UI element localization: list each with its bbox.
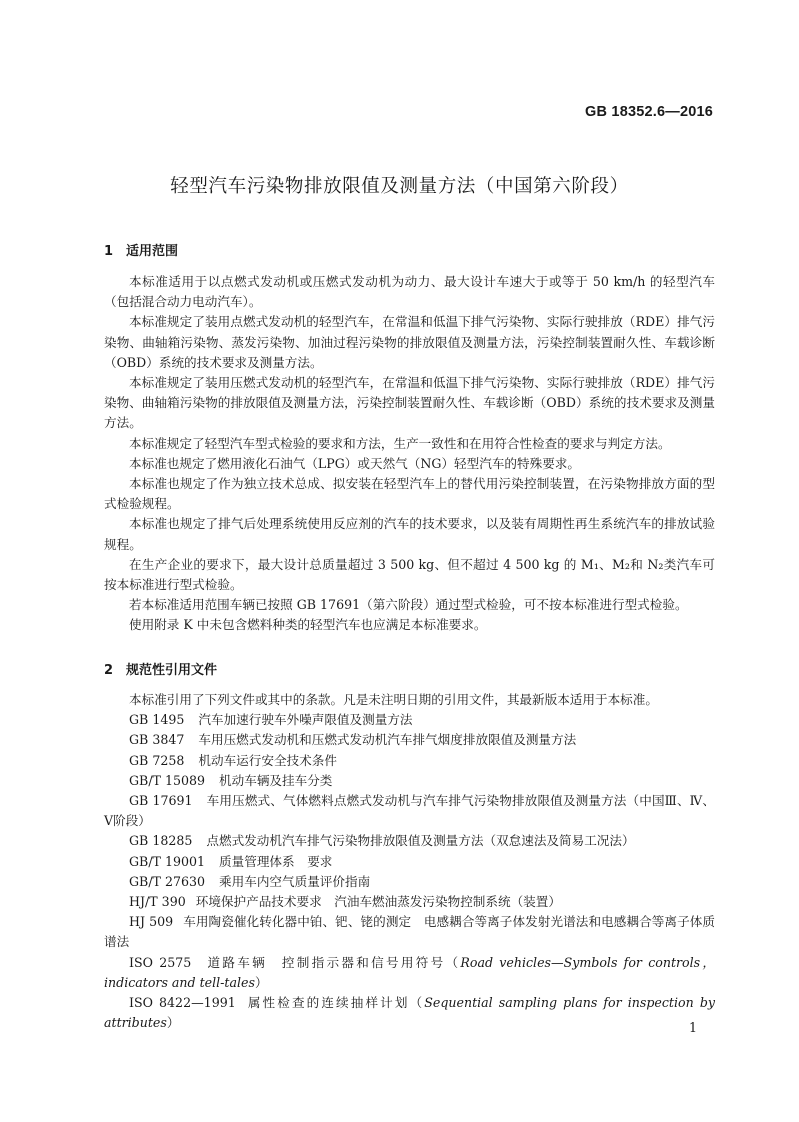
reference-title: 乘用车内空气质量评价指南	[219, 873, 371, 889]
reference-code: GB 17691	[129, 793, 193, 809]
paragraph: 本标准规定了装用点燃式发动机的轻型汽车，在常温和低温下排气污染物、实际行驶排放（RDE）排气污染物、曲轴箱污染物、蒸发污染物、加油过程污染物的排放限值及测量方法，污染控制装置耐久性、车载诊断（OBD）系统的技术要求及测量方法。	[104, 314, 715, 370]
paragraph: 本标准也规定了排气后处理系统使用反应剂的汽车的技术要求，以及装有周期性再生系统汽车的排放试验规程。	[104, 516, 715, 552]
reference-title: 车用压燃式发动机和压燃式发动机汽车排气烟度排放限值及测量方法	[198, 732, 577, 748]
reference-code: ISO 8422—1991	[129, 995, 236, 1011]
reference-code: HJ/T 390	[129, 894, 186, 910]
paragraph: 本标准也规定了燃用液化石油气（LPG）或天然气（NG）轻型汽车的特殊要求。	[129, 455, 580, 471]
reference-title: 道路车辆 控制指示器和信号用符号	[205, 954, 446, 970]
section-title: 适用范围	[126, 244, 179, 259]
reference-code: GB 7258	[129, 752, 185, 768]
reference-item	[104, 852, 715, 872]
section-number: 2	[104, 663, 114, 678]
reference-english-title: Sequential sampling plans for inspection by attributes	[104, 995, 716, 1031]
reference-item	[104, 892, 715, 912]
reference-title: 点燃式发动机汽车排气污染物排放限值及测量方法（双怠速法及简易工况法）	[206, 833, 635, 849]
paragraph: 本标准规定了轻型汽车型式检验的要求和方法，生产一致性和在用符合性检查的要求与判定方法。	[129, 435, 671, 451]
paragraph: 本标准适用于以点燃式发动机或压燃式发动机为动力、最大设计车速大于或等于 50 km/h 的轻型汽车（包括混合动力电动汽车）。	[104, 274, 715, 310]
standard-code: GB 18352.6—2016	[585, 104, 713, 120]
reference-item	[104, 730, 715, 750]
reference-english-title: Road vehicles—Symbols for controls，indicators and tell-tales	[104, 954, 716, 990]
section-number: 1	[104, 244, 114, 259]
paragraph: 本标准规定了装用压燃式发动机的轻型汽车，在常温和低温下排气污染物、实际行驶排放（RDE）排气污染物、曲轴箱污染物的排放限值及测量方法，污染控制装置耐久性、车载诊断（OBD）系统的技术要求及测量方法。	[104, 375, 715, 431]
reference-title: 汽车加速行驶车外噪声限值及测量方法	[198, 712, 413, 728]
reference-code: GB/T 15089	[129, 772, 206, 788]
document-title: 轻型汽车污染物排放限值及测量方法（中国第六阶段）	[170, 176, 629, 197]
reference-item: ISO 2575 道路车辆 控制指示器和信号用符号（Road vehicles—Symbols for controls，indicators and tell-tales）	[104, 954, 716, 990]
reference-code: GB 18285	[129, 833, 193, 849]
reference-title: 质量管理体系 要求	[219, 853, 333, 869]
reference-title: 车用陶瓷催化转化器中铂、钯、铑的测定 电感耦合等离子体发射光谱法和电感耦合等离子体质谱法	[104, 914, 716, 950]
reference-code: GB 1495	[129, 712, 185, 728]
paragraph: 本标准引用了下列文件或其中的条款。凡是未注明日期的引用文件，其最新版本适用于本标准。	[129, 692, 658, 707]
section-title: 规范性引用文件	[126, 663, 218, 678]
section-2-body	[104, 690, 715, 1033]
reference-item: ISO 8422—1991 属性检查的连续抽样计划（Sequential sampling plans for inspection by attributes）	[104, 995, 716, 1031]
reference-title: 机动车运行安全技术条件	[198, 752, 337, 768]
reference-title: 属性检查的连续抽样计划	[245, 995, 410, 1011]
paragraph: 本标准也规定了作为独立技术总成、拟安装在轻型汽车上的替代用污染控制装置，在污染物排放方面的型式检验规程。	[104, 476, 715, 512]
reference-item	[104, 710, 715, 730]
reference-item	[104, 912, 715, 952]
page-number: 1	[688, 1020, 697, 1035]
paragraph: 在生产企业的要求下，最大设计总质量超过 3 500 kg、但不超过 4 500 kg 的 M₁、M₂和 N₂类汽车可按本标准进行型式检验。	[104, 556, 715, 593]
reference-title: 环境保护产品技术要求 汽油车燃油蒸发污染物控制系统（装置）	[195, 894, 561, 910]
reference-item	[104, 791, 715, 831]
reference-code: ISO 2575	[129, 954, 192, 970]
reference-title: 车用压燃式、气体燃料点燃式发动机与汽车排气污染物排放限值及测量方法（中国Ⅲ、Ⅳ、Ⅴ阶段）	[104, 793, 715, 829]
reference-code: GB/T 19001	[129, 853, 206, 869]
reference-code: HJ 509	[129, 914, 174, 930]
reference-title: 机动车辆及挂车分类	[219, 772, 333, 788]
reference-code: GB 3847	[129, 732, 185, 748]
reference-item	[104, 831, 715, 851]
paragraph: 使用附录 K 中未包含燃料种类的轻型汽车也应满足本标准要求。	[129, 617, 487, 633]
paragraph: 若本标准适用范围车辆已按照 GB 17691（第六阶段）通过型式检验，可不按本标准进行型式检验。	[129, 597, 688, 613]
reference-item	[104, 751, 715, 771]
reference-item	[104, 771, 715, 791]
reference-code: GB/T 27630	[129, 873, 206, 889]
reference-item	[104, 872, 715, 892]
section-1-body	[104, 272, 715, 636]
section-1-heading	[104, 240, 178, 259]
section-2-heading	[104, 659, 217, 678]
